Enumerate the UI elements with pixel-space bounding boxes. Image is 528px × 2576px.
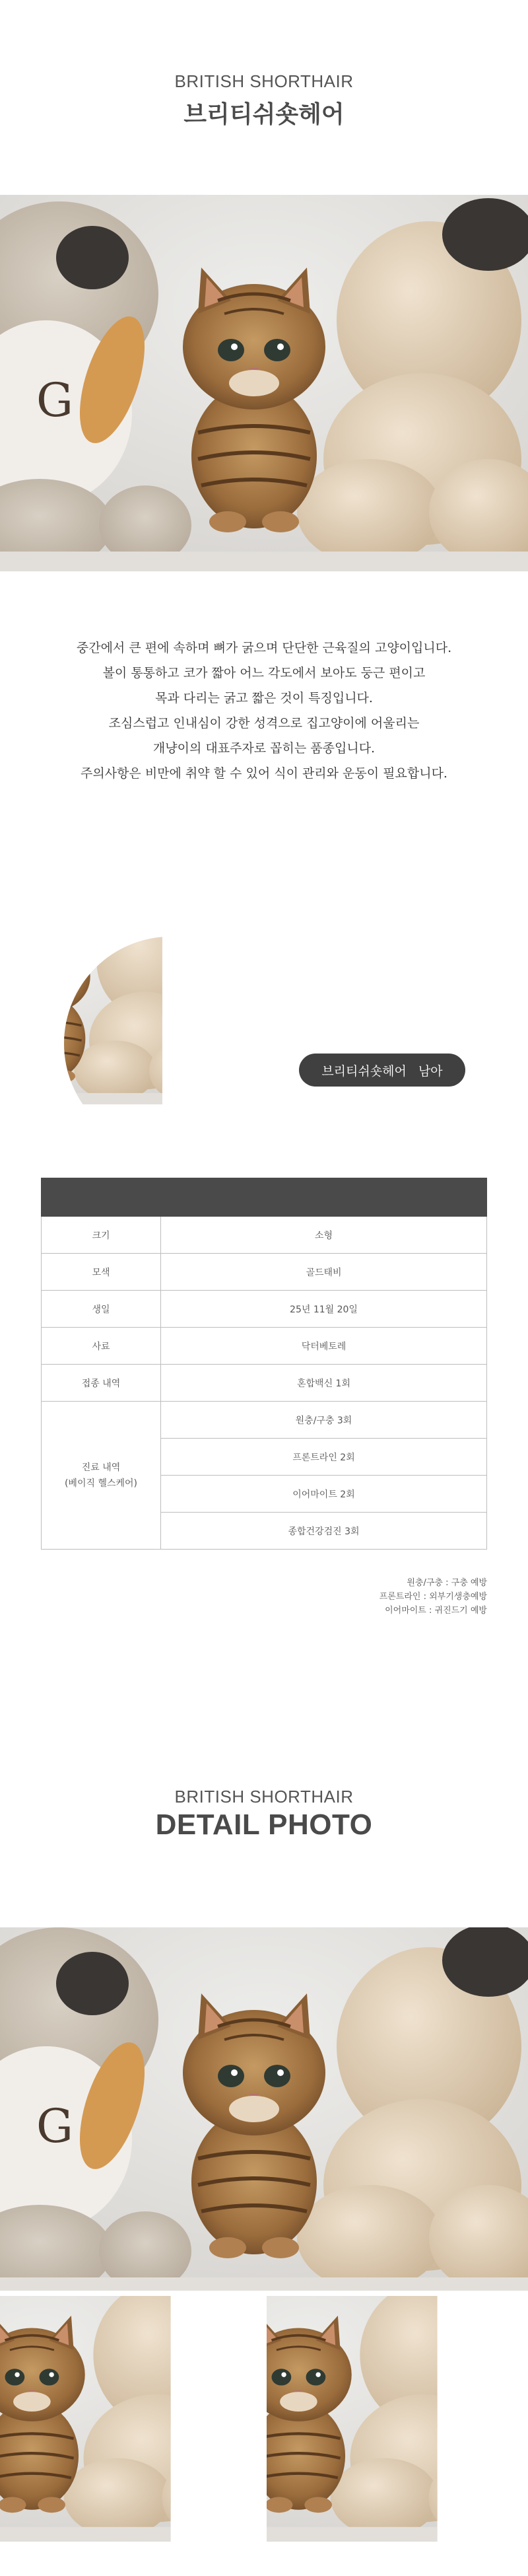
treatment-item: 프론트라인 2회 (161, 1439, 487, 1476)
row-value: 골드태비 (161, 1254, 487, 1291)
kitten-name-badge (299, 1054, 465, 1087)
row-value: 25년 11월 20일 (161, 1291, 487, 1328)
treatment-label (42, 1402, 161, 1550)
footnote-line: 원충/구충 : 구충 예방 (407, 1578, 487, 1588)
table-row (42, 1365, 487, 1402)
table-header-row (42, 1178, 487, 1217)
treatment-item: 원충/구충 3회 (161, 1402, 487, 1439)
kitten-breed-name: 브리티쉬숏헤어 (321, 1063, 407, 1079)
treatment-label-line: 진료 내역 (81, 1462, 121, 1473)
table-row (42, 1328, 487, 1365)
breed-description (0, 635, 528, 786)
description-line: 볼이 통통하고 코가 짧아 어느 각도에서 보아도 둥근 편이고 (102, 666, 426, 680)
description-line: 목과 다리는 굵고 짧은 것이 특징입니다. (155, 691, 373, 705)
intro-title-en: BRITISH SHORTHAIR (174, 71, 354, 91)
detail-title-en: BRITISH SHORTHAIR (174, 1787, 354, 1807)
description-line: 조심스럽고 인내심이 강한 성격으로 집고양이에 어울리는 (108, 716, 420, 731)
table-row (42, 1217, 487, 1254)
row-label: 모색 (42, 1254, 161, 1291)
treatment-item: 종합건강검진 3회 (161, 1513, 487, 1550)
table-header-cell (161, 1178, 487, 1217)
table-row (42, 1402, 487, 1439)
treatment-item: 이어마이트 2회 (161, 1476, 487, 1513)
table-row (42, 1254, 487, 1291)
description-line: 개냥이의 대표주자로 꼽히는 품종입니다. (152, 741, 376, 756)
main-cat-photo (0, 195, 528, 571)
footnote-line: 이어마이트 : 귀진드기 예방 (385, 1606, 487, 1616)
table-row (42, 1291, 487, 1328)
detail-photo-right (267, 2296, 528, 2576)
row-label: 사료 (42, 1328, 161, 1365)
detail-photo-left (0, 2296, 261, 2576)
detail-heading (0, 1787, 528, 1842)
kitten-info-table (41, 1178, 487, 1550)
row-label: 생일 (42, 1291, 161, 1328)
footnote-line: 프론트라인 : 외부기생충예방 (379, 1592, 487, 1602)
row-label: 접종 내역 (42, 1365, 161, 1402)
kitten-profile-photo (64, 937, 278, 1151)
row-value: 닥터베토레 (161, 1328, 487, 1365)
intro-title-ko: 브리티쉬숏헤어 (183, 101, 345, 128)
row-label: 크기 (42, 1217, 161, 1254)
description-line: 중간에서 큰 편에 속하며 뼈가 굵으며 단단한 근육질의 고양이입니다. (76, 641, 452, 655)
detail-title: DETAIL PHOTO (155, 1808, 373, 1841)
kitten-gender: 남아 (418, 1063, 443, 1079)
treatment-label-line: (베이직 헬스케어) (64, 1478, 138, 1489)
description-line: 주의사항은 비만에 취약 할 수 있어 식이 관리와 운동이 필요합니다. (81, 766, 447, 781)
row-value: 혼합백신 1회 (161, 1365, 487, 1402)
row-value: 소형 (161, 1217, 487, 1254)
table-header-cell (42, 1178, 161, 1217)
treatment-footnotes (380, 1576, 487, 1618)
intro-heading (0, 71, 528, 129)
detail-photo-large (0, 1927, 528, 2291)
